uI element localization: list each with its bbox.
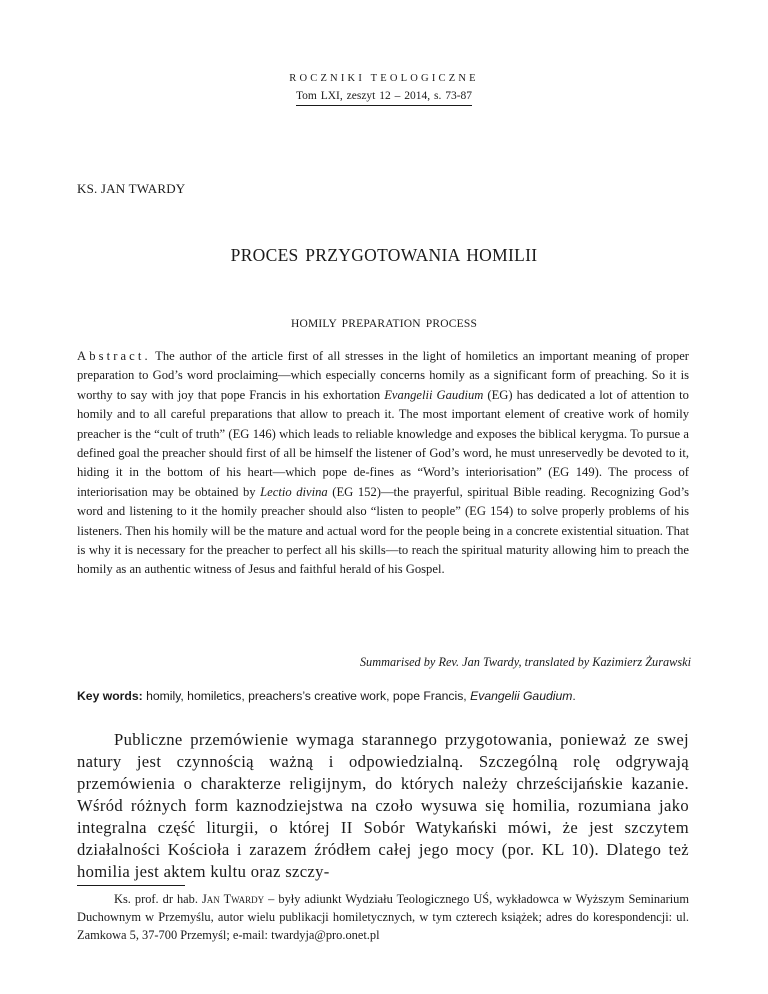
keywords-italic: Evangelii Gaudium: [470, 689, 573, 703]
abstract-italic-title: Evangelii Gaudium: [384, 387, 484, 402]
abstract-italic-term: Lectio divina: [260, 484, 328, 499]
abstract-label: Abstract.: [77, 349, 151, 363]
footnote-prefix: Ks. prof. dr hab.: [114, 892, 202, 906]
keywords-label: Key words:: [77, 689, 143, 703]
body-paragraph: Publiczne przemówienie wymaga starannego przygotowania, ponieważ ze swej natury jest czynnością ważną i odpowiedzialną. Szczególną rolę odgrywają przemówienia o charakterze religijnym, do których należy chrześcijańskie kazanie. Wśród różnych form kaznodziejstwa na czoło wysuwa się homilia, rozumiana jako integralna część liturgii, o której II Sobór Watykański mówi, że jest szczytem działalności Kościoła i zarazem źródłem całej jego mocy (por. KL 10). Dlatego też homilia jest aktem kultu oraz szczy-: [77, 730, 689, 881]
body-text: [77, 729, 689, 883]
footnote: [77, 891, 689, 944]
article-title: PROCES PRZYGOTOWANIA HOMILII: [230, 245, 538, 265]
footnote-divider: [77, 885, 185, 886]
journal-header: [0, 72, 768, 106]
keywords: [77, 689, 689, 703]
journal-name: ROCZNIKI TEOLOGICZNE: [289, 73, 479, 84]
journal-volume: Tom LXI, zeszyt 12 – 2014, s. 73-87: [296, 89, 472, 106]
english-title: HOMILY PREPARATION PROCESS: [290, 318, 478, 330]
author-name: KS. JAN TWARDY: [77, 181, 186, 196]
footnote-author-name: Jan Twardy: [201, 892, 265, 906]
keywords-text: homily, homiletics, preachers’s creative work, pope Francis,: [142, 689, 471, 703]
footnote-text: – były adiunkt Wydziału Teologicznego UŚ, wykładowca w Wyższym Seminarium Duchownym w Przemyślu, autor wielu publikacji homiletycznych, w tym czterech książek; adres do korespondencji: ul. Zamkowa 5, 37-700 Przemyśl; e-mail: twardyja@pro.onet.pl: [77, 892, 690, 942]
abstract-text-part: The author of the article first of all stresses in the light of homiletics an important meaning of proper preparation to God’s word proclaiming—which especially concerns homily as a significant form of preaching. So it is worthy to say with joy that pope Francis in his exhortation: [77, 349, 689, 402]
keywords-end: .: [572, 689, 576, 703]
abstract-text-part: (EG) has dedicated a lot of attention to homily and to all careful preparations that allow to preach it. The most important element of creative work of homily preacher is the “cult of truth” (EG 146) which leads to reliable knowledge and exposes the biblical kerygma. To pursue a defined goal the preacher should first of all be himself the listener of God’s word, he must unreservedly be devoted to it, hiding it in the bottom of his heart—which pope de-fines as “Word’s interiorisation” (EG 149). The process of interiorisation may be obtained by: [77, 387, 689, 499]
summary-credit: Summarised by Rev. Jan Twardy, translated by Kazimierz Żurawski: [359, 655, 691, 669]
abstract-text-part: (EG 152)—the prayerful, spiritual Bible reading. Recognizing God’s word and listening to it the homily preacher should also “listen to people” (EG 154) to solve properly problems of his listeners. Then his homily will be the mature and actual word for the people being in a concrete existential situation. That is why it is necessary for the preacher to perfect all his skills—to reach the spiritual maturity allowing him to preach the homily as an authentic witness of Jesus and faithful herald of his Gospel.: [77, 484, 689, 577]
footnote-paragraph: [77, 891, 689, 944]
abstract: [77, 347, 689, 580]
